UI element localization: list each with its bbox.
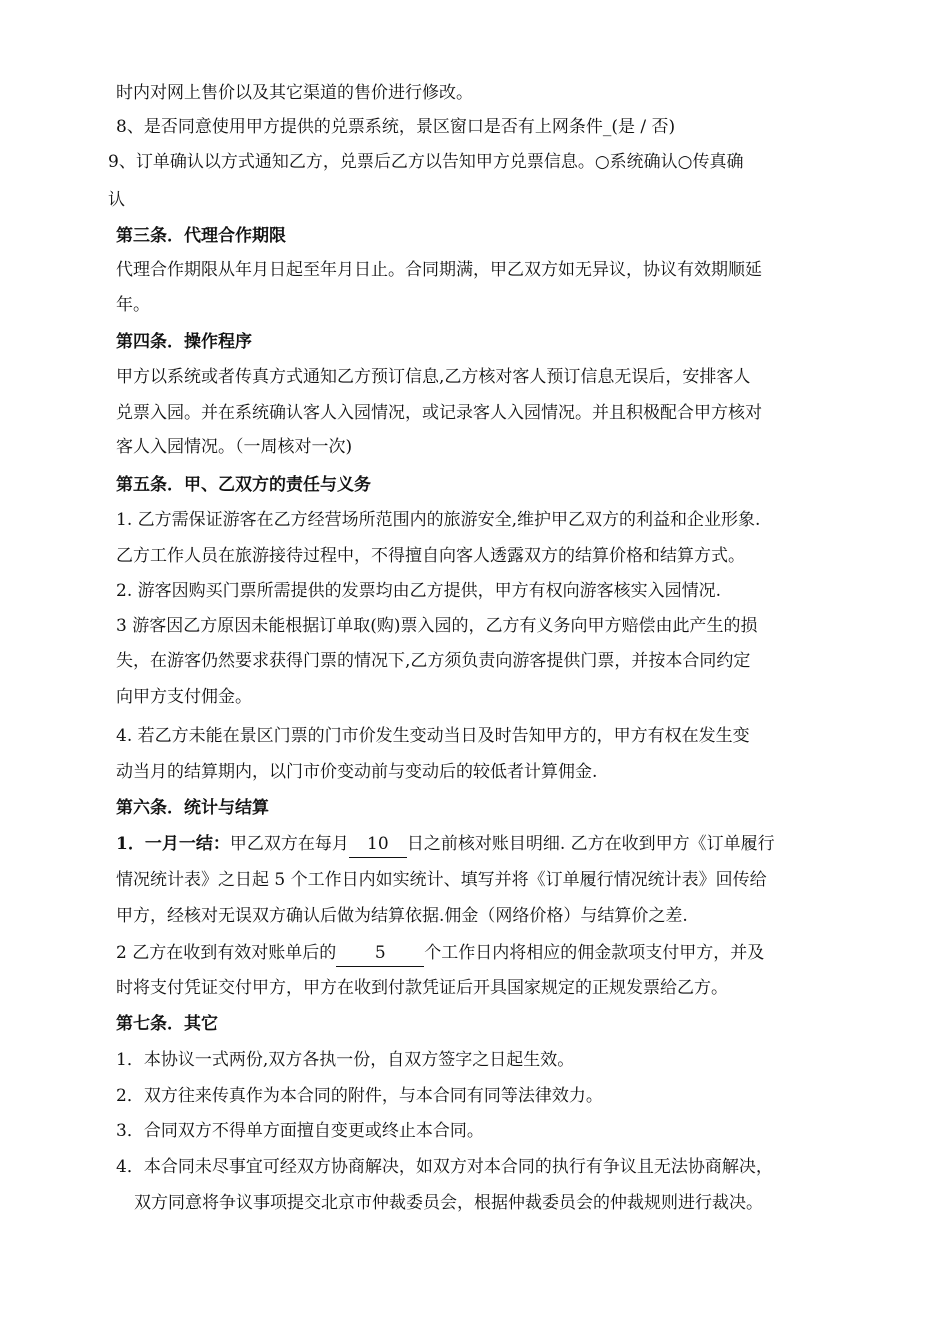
text-line: 8、是否同意使用甲方提供的兑票系统，景区窗口是否有上网条件_(是 / 否) <box>116 117 676 137</box>
text-line: 时内对网上售价以及其它渠道的售价进行修改。 <box>116 83 473 103</box>
section-heading: 第五条．甲、乙双方的责任与义务 <box>116 475 371 495</box>
text-line: 4. 若乙方未能在景区门票的门市价发生变动当日及时告知甲方的，甲方有权在发生变 <box>116 726 750 746</box>
text-line: 情况统计表》之日起 5 个工作日内如实统计、填写并将《订单履行情况统计表》回传给 <box>116 870 767 890</box>
text-line: 时将支付凭证交付甲方，甲方在收到付款凭证后开具国家规定的正规发票给乙方。 <box>116 978 728 998</box>
text-line: 9、订单确认以方式通知乙方，兑票后乙方以告知甲方兑票信息。○系统确认○传真确 <box>108 152 744 172</box>
text-line: 代理合作期限从年月日起至年月日止。合同期满，甲乙双方如无异议，协议有效期顺延 <box>116 260 762 280</box>
section-heading: 第七条．其它 <box>116 1014 218 1034</box>
text-line: 1. 乙方需保证游客在乙方经营场所范围内的旅游安全,维护甲乙双方的利益和企业形象. <box>116 510 761 530</box>
text-line: 3．合同双方不得单方面擅自变更或终止本合同。 <box>116 1121 484 1141</box>
underlined-day-value: 10 <box>349 831 407 858</box>
text-line: 年。 <box>116 295 150 315</box>
text-line: 2. 游客因购买门票所需提供的发票均由乙方提供，甲方有权向游客核实入园情况. <box>116 581 722 601</box>
text-line: 2．双方往来传真作为本合同的附件，与本合同有同等法律效力。 <box>116 1086 603 1106</box>
text-span: 2 乙方在收到有效对账单后的 <box>116 943 337 963</box>
section-heading: 第六条．统计与结算 <box>116 798 269 818</box>
section-heading: 第三条．代理合作期限 <box>116 226 286 246</box>
text-line: 动当月的结算期内，以门市价变动前与变动后的较低者计算佣金. <box>116 762 598 782</box>
text-line: 甲方以系统或者传真方式通知乙方预订信息,乙方核对客人预订信息无误后，安排客人 <box>116 367 751 387</box>
text-line <box>116 940 764 967</box>
text-line: 认 <box>108 190 125 210</box>
text-line: 向甲方支付佣金。 <box>116 687 252 707</box>
text-span: 甲乙双方在每月 <box>229 834 349 854</box>
text-line: 甲方，经核对无误双方确认后做为结算依据.佣金（网络价格）与结算价之差. <box>116 906 688 926</box>
text-line: 1．本协议一式两份,双方各执一份，自双方签字之日起生效。 <box>116 1050 575 1070</box>
text-line: 4．本合同未尽事宜可经双方协商解决，如双方对本合同的执行有争议且无法协商解决， <box>116 1157 773 1177</box>
section-heading: 第四条．操作程序 <box>116 332 252 352</box>
text-line: 乙方工作人员在旅游接待过程中，不得擅自向客人透露双方的结算价格和结算方式。 <box>116 546 745 566</box>
text-line: 失，在游客仍然要求获得门票的情况下,乙方须负责向游客提供门票，并按本合同约定 <box>116 651 751 671</box>
text-span: 个工作日内将相应的佣金款项支付甲方，并及 <box>424 943 765 963</box>
text-line: 兑票入园。并在系统确认客人入园情况，或记录客人入园情况。并且积极配合甲方核对 <box>116 403 762 423</box>
text-line: 双方同意将争议事项提交北京市仲裁委员会，根据仲裁委员会的仲裁规则进行裁决。 <box>134 1193 763 1213</box>
text-line <box>116 831 775 858</box>
text-line: 客人入园情况。（一周核对一次) <box>116 437 353 457</box>
text-span: 日之前核对账目明细. 乙方在收到甲方《订单履行 <box>406 834 775 854</box>
text-line: 3 游客因乙方原因未能根据订单取(购)票入园的，乙方有义务向甲方赔偿由此产生的损 <box>116 616 758 636</box>
underlined-workdays-value: 5 <box>336 940 424 967</box>
bold-lead: 1．一月一结： <box>116 834 230 854</box>
